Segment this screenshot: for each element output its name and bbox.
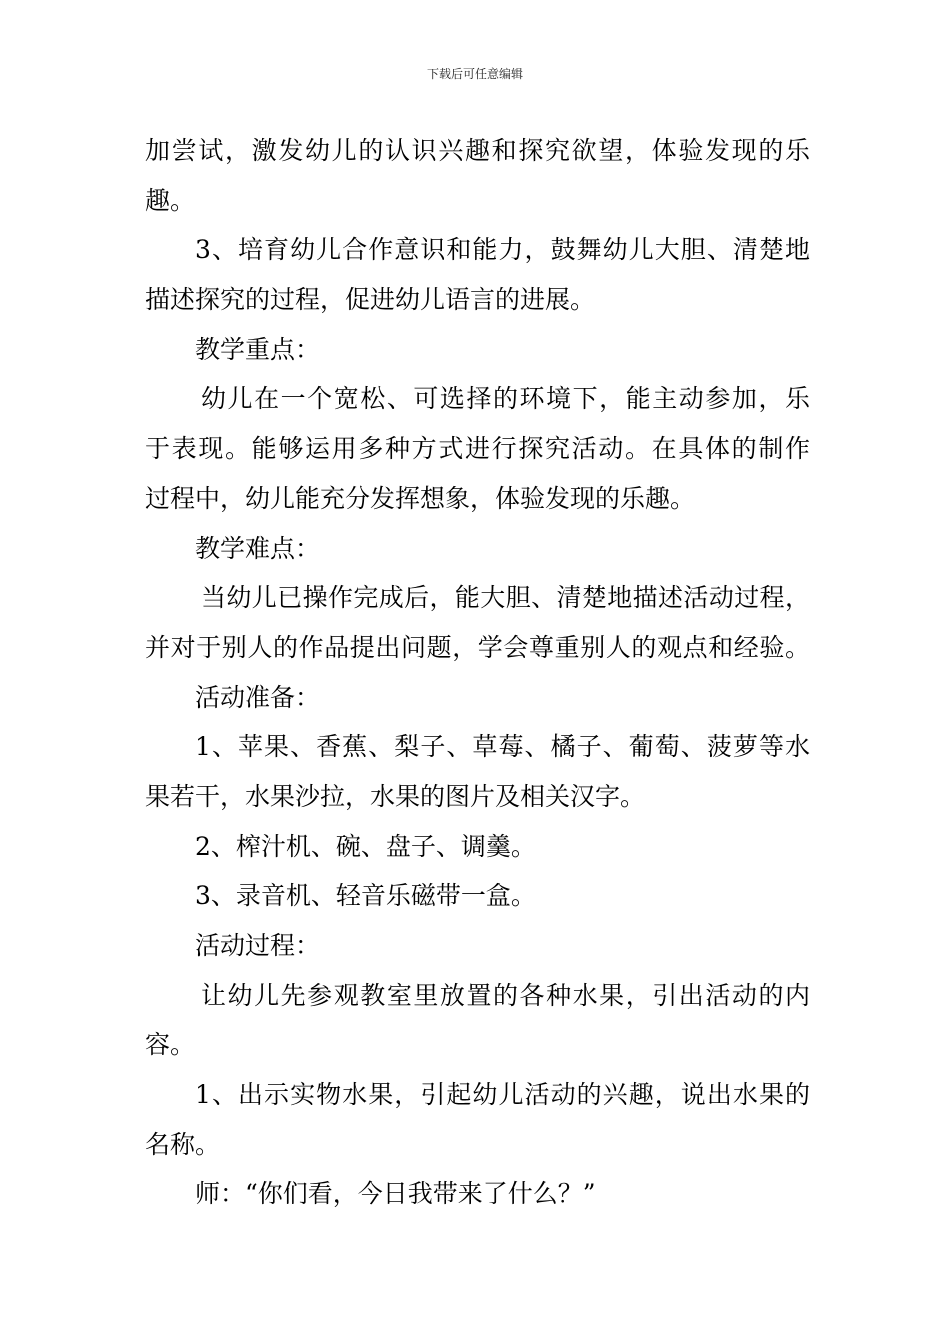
paragraph-line: 并对于别人的作品提出问题，学会尊重别人的观点和经验。 xyxy=(145,632,810,662)
paragraph-line: 幼儿在一个宽松、可选择的环境下，能主动参加，乐 xyxy=(201,384,810,414)
paragraph-line: 3、录音机、轻音乐磁带一盒。 xyxy=(195,881,536,911)
section-heading: 活动准备： xyxy=(195,682,321,712)
paragraph-line: 当幼儿已操作完成后，能大胆、清楚地描述活动过程， xyxy=(201,583,810,613)
paragraph-line: 1、出示实物水果，引起幼儿活动的兴趣，说出水果的 xyxy=(195,1080,810,1110)
paragraph-line: 容。 xyxy=(145,1030,196,1060)
paragraph-line: 师：“你们看，今日我带来了什么？” xyxy=(195,1179,596,1209)
section-heading: 教学难点： xyxy=(195,533,321,563)
paragraph-line: 趣。 xyxy=(145,185,196,215)
paragraph-line: 让幼儿先参观教室里放置的各种水果，引出活动的内 xyxy=(201,980,810,1010)
section-heading: 教学重点： xyxy=(195,334,321,364)
paragraph-line: 名称。 xyxy=(145,1129,221,1159)
paragraph-line: 2、榨汁机、碗、盘子、调羹。 xyxy=(195,831,536,861)
paragraph-line: 1、苹果、香蕉、梨子、草莓、橘子、葡萄、菠萝等水 xyxy=(195,732,810,762)
paragraph-line: 果若干，水果沙拉，水果的图片及相关汉字。 xyxy=(145,781,646,811)
section-heading: 活动过程： xyxy=(195,931,321,960)
paragraph-line: 过程中，幼儿能充分发挥想象，体验发现的乐趣。 xyxy=(145,483,696,513)
paragraph-line: 描述探究的过程，促进幼儿语言的进展。 xyxy=(145,285,596,315)
page-header: 下载后可任意编辑 xyxy=(426,67,523,81)
document-body xyxy=(145,126,810,1219)
paragraph-line: 3、培育幼儿合作意识和能力，鼓舞幼儿大胆、清楚地 xyxy=(195,235,810,265)
paragraph-line: 加尝试，激发幼儿的认识兴趣和探究欲望，体验发现的乐 xyxy=(145,136,810,165)
paragraph-line: 于表现。能够运用多种方式进行探究活动。在具体的制作 xyxy=(145,434,810,464)
